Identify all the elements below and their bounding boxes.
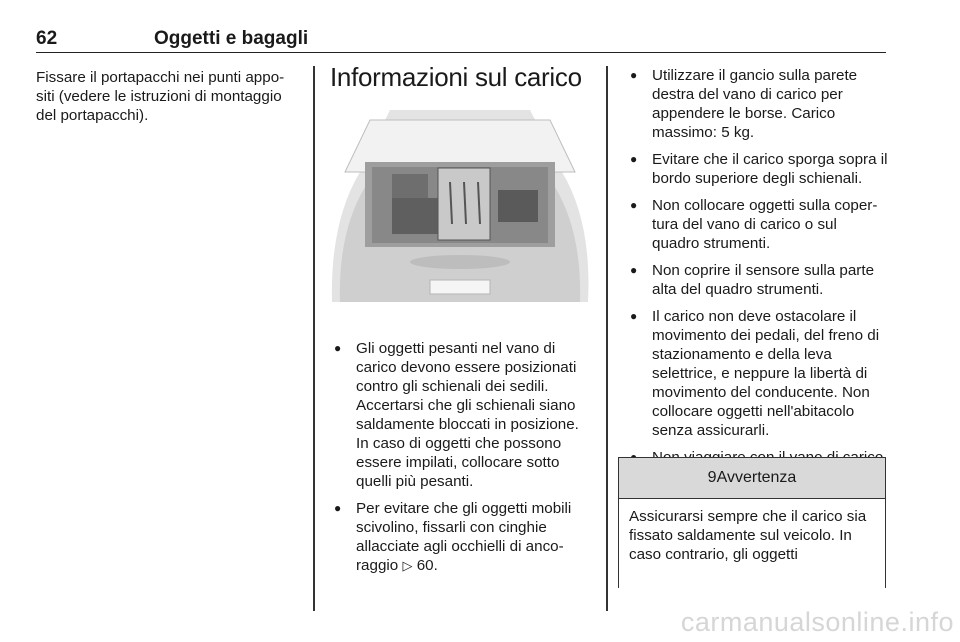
paragraph: Fissare il portapacchi nei punti appo-siti (vedere le istruzioni di montaggio del portapacchi).: [36, 69, 285, 124]
column-right: [626, 66, 888, 494]
page-reference-icon: ▷: [402, 558, 413, 573]
column-left: [36, 68, 298, 125]
warning-title: Avvertenza: [716, 469, 797, 486]
column-middle: [330, 62, 592, 583]
warning-triangle-icon: 9: [707, 469, 717, 486]
watermark: carmanualsonline.info: [680, 607, 954, 637]
list-item: ● Non coprire il sensore sulla parte alta del quadro strumenti.: [626, 261, 888, 299]
column-divider-left: [313, 66, 315, 611]
list-item: ● Utilizzare il gancio sulla parete destra del vano di carico per appendere le borse. Carico massimo: 5 kg.: [626, 66, 888, 142]
warning-box: [618, 457, 886, 588]
section-title: Informazioni sul carico: [330, 62, 582, 92]
list-item: ● Per evitare che gli oggetti mobili scivolino, fissarli con cinghie allacciate agli occhielli di anco-raggio ▷ 60.: [330, 499, 592, 575]
warning-text: Assicurarsi sempre che il carico sia fissato saldamente sul veicolo. In caso contrario, gli oggetti: [629, 508, 867, 563]
chapter-title: Oggetti e bagagli: [154, 28, 309, 49]
list-item: ● Gli oggetti pesanti nel vano di carico devono essere posizionati contro gli schienali dei sedili. Accertarsi che gli schienali siano saldamente bloccati in posizione. In caso di oggetti che possono essere impilati, collocare sotto quelli più pesanti.: [330, 339, 592, 491]
car-trunk-illustration: [330, 102, 590, 320]
column-divider-right: [606, 66, 608, 611]
page-reference: 60.: [416, 557, 438, 574]
list-item: ● Evitare che il carico sporga sopra il bordo superiore degli schienali.: [626, 150, 888, 188]
list-item: ● Non collocare oggetti sulla coper-tura del vano di carico o sul quadro strumenti.: [626, 196, 888, 253]
warning-header: [619, 458, 885, 499]
page-header: [36, 26, 886, 53]
list-item: ● Il carico non deve ostacolare il movimento dei pedali, del freno di stazionamento e della leva selettrice, e neppure la libertà di movimento del conducente. Non collocare oggetti nell'abitacolo senza assicurarli.: [626, 307, 888, 440]
page-number: 62: [36, 28, 58, 49]
